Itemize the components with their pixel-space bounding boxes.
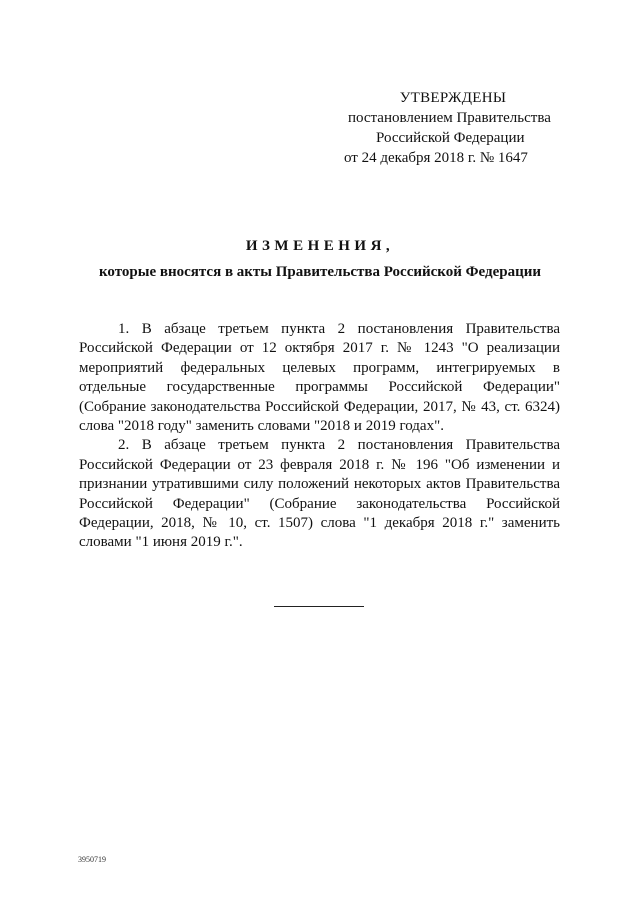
document-title: ИЗМЕНЕНИЯ,	[245, 238, 395, 254]
paragraph-2: 2. В абзаце третьем пункта 2 постановления Правительства Российской Федерации от 23 февраля 2018 г. № 196 "Об изменении и признании утратившими силу положений некоторых актов Правительства Российской Федерации" (Собрание законодательства Российской Федерации, 2018, № 10, ст. 1507) слова "1 декабря 2018 г." заменить словами "1 июня 2019 г.".	[79, 437, 560, 551]
approval-line-date-number: от 24 декабря 2018 г. № 1647	[344, 150, 528, 166]
approval-line-authority: постановлением Правительства	[348, 110, 551, 126]
document-subtitle: которые вносятся в акты Правительства Российской Федерации	[98, 264, 542, 280]
footer-document-code: 3950719	[78, 855, 106, 864]
end-divider	[274, 606, 364, 607]
approval-block	[344, 88, 564, 168]
approval-line-country: Российской Федерации	[376, 130, 525, 146]
approval-heading: УТВЕРЖДЕНЫ	[399, 90, 507, 106]
document-body	[79, 320, 560, 553]
paragraph-1: 1. В абзаце третьем пункта 2 постановления Правительства Российской Федерации от 12 октября 2017 г. № 1243 "О реализации мероприятий федеральных целевых программ, интегрируемых в отдельные государственные программы Российской Федерации" (Собрание законодательства Российской Федерации, 2017, № 43, ст. 6324) слова "2018 году" заменить словами "2018 и 2019 годах".	[79, 321, 560, 435]
